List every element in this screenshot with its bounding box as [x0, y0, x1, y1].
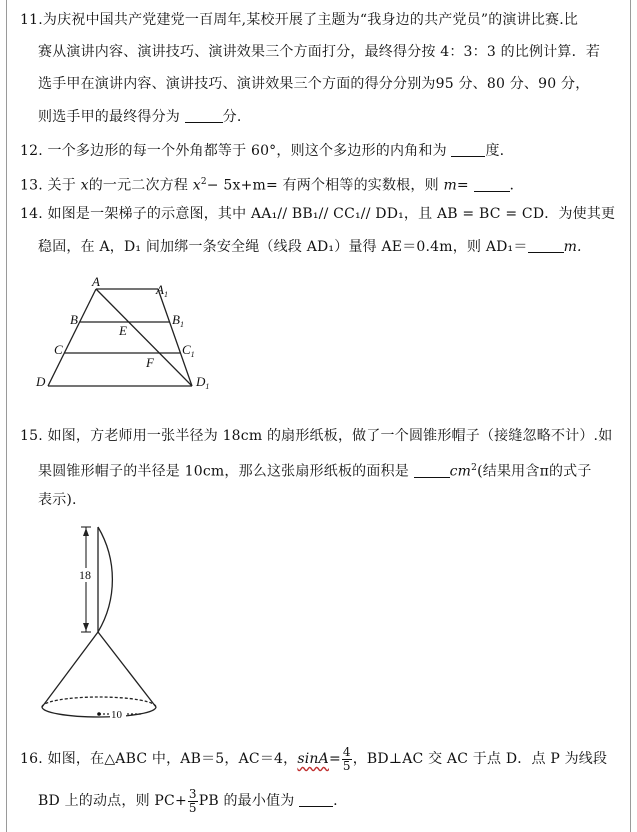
label-f: F — [146, 355, 154, 370]
ladder-left-rail — [48, 289, 96, 386]
page-frame-left — [6, 0, 7, 832]
q14-answer-blank[interactable] — [528, 236, 564, 253]
base-center-dot — [97, 712, 101, 716]
cone-right-side — [98, 632, 156, 707]
q16-text-a: 16. 如图，在△ABC 中，AB＝5，AC＝4， — [20, 751, 298, 767]
q11-unit: 分. — [222, 109, 242, 125]
rope-ad1 — [96, 289, 192, 386]
label-d1: $D_1$ — [196, 374, 210, 391]
q16-fraction-4-5: $\frac{4}{5}$ — [342, 744, 351, 773]
q16-text-d: PB 的最小值为 — [198, 793, 295, 809]
q11-line-1: 11.为庆祝中国共产党建党一百周年,某校开展了主题为“我身边的共产党员”的演讲比赛.比 — [20, 12, 579, 28]
q12-unit: 度. — [485, 143, 505, 159]
q13-answer-blank[interactable] — [474, 175, 510, 192]
q15-text-end: (结果用含π的式子 — [477, 463, 592, 480]
q11-line-3: 选手甲在演讲内容、演讲技巧、演讲效果三个方面的得分分别为95 分、80 分、90 分， — [38, 76, 590, 92]
q15-unit-exp: 2 — [471, 463, 478, 473]
sector-arc — [98, 527, 112, 632]
q15-line-2 — [38, 458, 637, 482]
dimension-arrow-down — [83, 623, 89, 631]
q14-line-2 — [38, 236, 637, 257]
cone-left-side — [42, 632, 98, 707]
q13-end: . — [509, 177, 515, 194]
label-b1: $B_1$ — [172, 312, 184, 329]
q14-unit: m. — [563, 239, 582, 255]
q15-line-1: 15. 如图，方老师用一张半径为 18cm 的扇形纸板，做了一个圆锥形帽子（接缝忽略不计）.如 — [20, 428, 613, 444]
q13-line — [20, 172, 624, 196]
q13-eq-rest: − 5x+m= 有两个相等的实数根，则 — [206, 177, 439, 194]
label-e: E — [119, 323, 127, 338]
q16-answer-blank[interactable] — [299, 790, 333, 807]
q16-line-2 — [38, 786, 637, 816]
q14-line-1: 14. 如图是一架梯子的示意图，其中 AA₁// BB₁// CC₁// DD₁，且 AB = BC = CD．为使其更 — [20, 206, 616, 222]
q11-line-4 — [38, 106, 637, 127]
q14-text: 稳固，在 A，D₁ 间加绑一条安全绳（线段 AD₁）量得 AE＝0.4m，则 AD₁＝ — [38, 239, 528, 255]
label-c1: $C_1$ — [182, 342, 195, 359]
q16-sin: sinA — [297, 751, 329, 767]
q15-answer-blank[interactable] — [414, 461, 450, 478]
q15-unit: cm — [449, 463, 472, 480]
q16-text-b: ，BD⊥AC 交 AC 于点 D．点 P 为线段 — [352, 751, 608, 767]
label-d: D — [36, 374, 46, 389]
label-c: C — [54, 342, 63, 357]
q15-text: 果圆锥形帽子的半径是 10cm，那么这张扇形纸板的面积是 — [38, 463, 409, 480]
q13-var-x: x — [80, 177, 89, 194]
cone-figure — [28, 516, 218, 730]
q12-text: 12. 一个多边形的每一个外角都等于 60°，则这个多边形的内角和为 — [20, 143, 447, 159]
ladder-figure — [30, 274, 230, 402]
q13-text-a: 13. 关于 — [20, 177, 76, 194]
q12-line — [20, 140, 624, 161]
q13-eq-exp: 2 — [200, 177, 207, 187]
label-b: B — [70, 312, 78, 327]
dimension-label: 18 — [79, 568, 91, 582]
q16-fraction-3-5: $\frac{3}{5}$ — [188, 786, 197, 815]
label-a: A — [92, 274, 100, 289]
q12-answer-blank[interactable] — [451, 140, 485, 157]
cone-base-back — [42, 697, 156, 707]
dimension-arrow-up — [83, 528, 89, 536]
base-radius-label: 10 — [111, 709, 122, 721]
label-a1: $A_1$ — [156, 282, 168, 299]
q11-text: 则选手甲的最终得分为 — [38, 109, 180, 125]
q11-answer-blank[interactable] — [185, 106, 223, 123]
q16-text-c: BD 上的动点，则 PC+ — [38, 793, 187, 809]
q16-line-1 — [20, 744, 624, 774]
q15-line-3: 表示). — [38, 492, 77, 508]
q13-var-m: m= — [443, 177, 469, 194]
q13-text-b: 的一元二次方程 — [88, 177, 189, 194]
q16-eq: = — [328, 751, 341, 767]
q11-line-2: 赛从演讲内容、演讲技巧、演讲效果三个方面打分，最终得分按 4：3：3 的比例计算．若 — [38, 44, 601, 60]
q16-end: . — [333, 793, 338, 809]
q13-eq-x: x — [192, 177, 201, 194]
ladder-right-rail — [158, 289, 192, 386]
